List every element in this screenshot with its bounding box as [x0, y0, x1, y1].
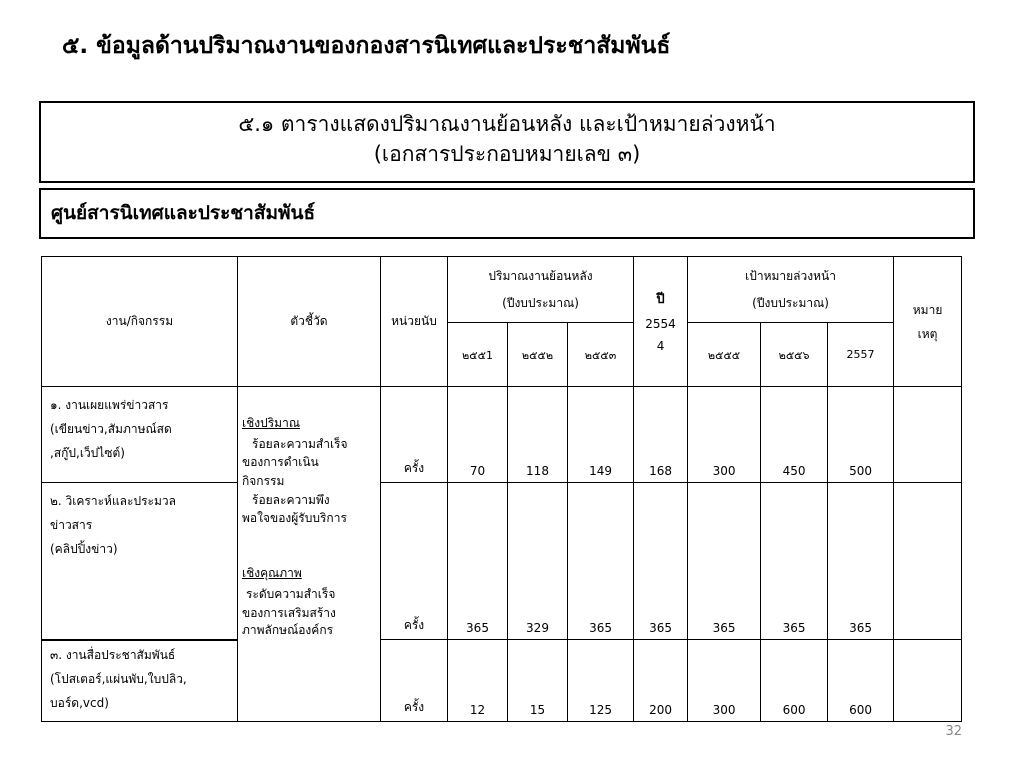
header-year-2554-b: 4: [656, 338, 665, 353]
indicator-q2b: พอใจของผู้รับบริการ: [242, 511, 347, 525]
value-cell: 450: [761, 387, 828, 483]
indicator-k1a: ระดับความสำเร็จ: [246, 587, 336, 601]
section-title: ๕.๑ ตารางแสดงปริมาณงานย้อนหลัง และเป้าหมายล่วงหน้า: [238, 112, 776, 136]
table-row: [42, 483, 962, 640]
value-cell: 70: [448, 387, 508, 483]
section-subtitle: (เอกสารประกอบหมายเลข ๓): [373, 142, 641, 166]
header-past-line1: ปริมาณงานย้อนหลัง: [488, 268, 593, 283]
header-year-label: ปี: [656, 291, 665, 307]
header-target-line1: เป้าหมายล่วงหน้า: [745, 268, 836, 283]
activity-2-line2: ข่าวสาร: [50, 518, 93, 532]
indicator-q2a: ร้อยละความพึง: [252, 493, 330, 507]
header-year-2556: ๒๕๕๖: [761, 323, 828, 387]
activity-1-line1: ๑. งานเผยแพร่ข่าวสาร: [50, 398, 169, 412]
remark-cell-2: [894, 483, 962, 640]
remark-cell-1: [894, 387, 962, 483]
value-cell: 118: [508, 387, 568, 483]
indicator-q1b: ของการดำเนิน: [242, 455, 319, 469]
value-cell: 365: [634, 483, 688, 640]
value-cell: 149: [568, 387, 634, 483]
workload-table: [41, 256, 962, 722]
header-indicator: ตัวชี้วัด: [238, 257, 381, 387]
header-year-2554: [634, 257, 688, 387]
indicator-k1c: ภาพลักษณ์องค์กร: [242, 623, 334, 637]
activity-3-line2: (โปสเตอร์,แผ่นพับ,ใบปลิว,: [50, 671, 187, 686]
value-cell: 300: [688, 640, 761, 722]
header-year-2557: 2557: [828, 323, 894, 387]
activity-3-line3: บอร์ด,vcd): [50, 695, 109, 710]
activity-cell-3: [42, 640, 238, 722]
indicator-k1b: ของการเสริมสร้าง: [242, 606, 336, 620]
value-cell: 600: [828, 640, 894, 722]
activity-1-line2: (เขียนข่าว,สัมภาษณ์สด: [50, 422, 172, 436]
header-target-group: [688, 257, 894, 323]
value-cell: 365: [828, 483, 894, 640]
table-row: [42, 387, 962, 483]
value-cell: 168: [634, 387, 688, 483]
header-activity: งาน/กิจกรรม: [42, 257, 238, 387]
header-remark: [894, 257, 962, 387]
indicator-cell: [238, 387, 381, 722]
value-cell: 125: [568, 640, 634, 722]
unit-cell-3: ครั้ง: [381, 640, 448, 722]
page-number: 32: [945, 724, 962, 739]
value-cell: 365: [448, 483, 508, 640]
value-cell: 365: [761, 483, 828, 640]
unit-cell-2: ครั้ง: [381, 483, 448, 640]
header-unit: หน่วยนับ: [381, 257, 448, 387]
header-year-2555: ๒๕๕๕: [688, 323, 761, 387]
header-remark-line1: หมาย: [912, 302, 943, 317]
header-year-2552: ๒๕๕๒: [508, 323, 568, 387]
indicator-q1c: กิจกรรม: [242, 474, 285, 488]
activity-cell-2: [42, 483, 238, 640]
activity-2-line1: ๒. วิเคราะห์และประมวล: [50, 494, 176, 508]
header-target-line2: (ปีงบประมาณ): [752, 295, 829, 310]
header-past-group: [448, 257, 634, 323]
activity-3-line1: ๓. งานสื่อประชาสัมพันธ์: [50, 647, 176, 662]
value-cell: 329: [508, 483, 568, 640]
value-cell: 600: [761, 640, 828, 722]
unit-name-box: ศูนย์สารนิเทศและประชาสัมพันธ์: [39, 188, 975, 239]
value-cell: 15: [508, 640, 568, 722]
value-cell: 365: [568, 483, 634, 640]
indicator-quant-head: เชิงปริมาณ: [242, 416, 300, 430]
value-cell: 200: [634, 640, 688, 722]
header-year-2553: ๒๕๕๓: [568, 323, 634, 387]
header-past-line2: (ปีงบประมาณ): [502, 295, 579, 310]
value-cell: 500: [828, 387, 894, 483]
indicator-qual-head: เชิงคุณภาพ: [242, 566, 302, 580]
header-year-2551: ๒๕๕1: [448, 323, 508, 387]
slide-title: ๕. ข้อมูลด้านปริมาณงานของกองสารนิเทศและประชาสัมพันธ์: [62, 33, 671, 59]
header-remark-line2: เหตุ: [917, 326, 938, 341]
remark-cell-3: [894, 640, 962, 722]
activity-1-line3: ,สกู๊ป,เว็ปไซต์): [50, 446, 125, 460]
value-cell: 300: [688, 387, 761, 483]
value-cell: 365: [688, 483, 761, 640]
table-row: [42, 640, 962, 722]
activity-2-line3: (คลิปปิ้งข่าว): [50, 542, 118, 556]
section-header-box: [39, 101, 975, 183]
activity-cell-1: [42, 387, 238, 483]
value-cell: 12: [448, 640, 508, 722]
header-year-2554-a: 2554: [645, 316, 676, 331]
unit-cell-1: ครั้ง: [381, 387, 448, 483]
indicator-q1a: ร้อยละความสำเร็จ: [252, 437, 348, 451]
